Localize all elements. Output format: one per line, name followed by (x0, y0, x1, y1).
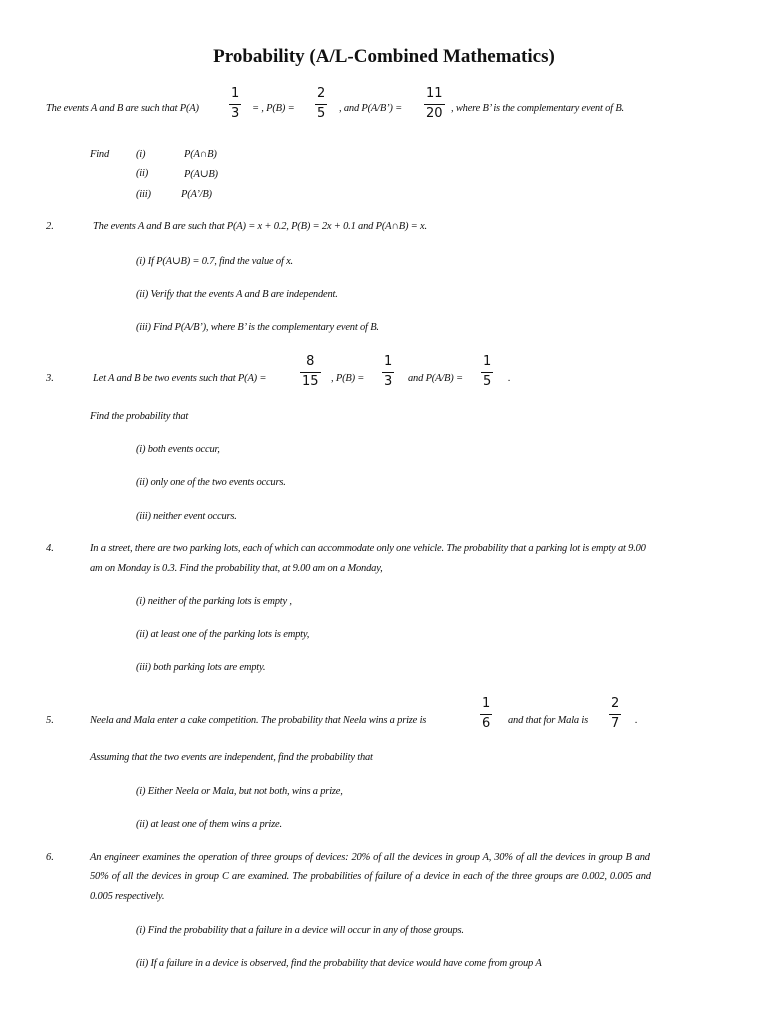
denominator: 3 (384, 374, 393, 389)
q1-item-2-number: (ii) (136, 168, 149, 179)
q5-lead: Assuming that the two events are independent, find the probability that (90, 752, 373, 763)
q4-item-2: (ii) at least one of the parking lots is empty, (136, 629, 310, 640)
q1-item-3-number: (iii) (136, 189, 151, 200)
q2-text: The events A and B are such that P(A) = x + 0.2, P(B) = 2x + 0.1 and P(A∩B) = x. (93, 221, 427, 232)
q1-item-2-text: P(A∪B) (184, 169, 218, 180)
q3-text-3: and P(A/B) = (408, 373, 463, 384)
q3-item-2: (ii) only one of the two events occurs. (136, 477, 286, 488)
q3-fraction-pB (382, 354, 394, 390)
denominator: 5 (317, 106, 326, 121)
denominator: 20 (426, 106, 443, 121)
q1-item-1-number: (i) (136, 149, 146, 160)
numerator: 1 (384, 354, 393, 369)
q5-text-3: . (635, 715, 638, 726)
numerator: 1 (231, 86, 240, 101)
q4-line-2: am on Monday is 0.3. Find the probability that, at 9.00 am on a Monday, (90, 563, 383, 574)
numerator: 2 (611, 696, 620, 711)
q1-find: Find (90, 149, 110, 160)
q3-fraction-pA (300, 354, 321, 390)
q1-text-3: , and P(A/B’) = (339, 103, 402, 114)
denominator: 15 (302, 374, 319, 389)
q1-fraction-pAB (424, 86, 445, 122)
q1-text-2: = , P(B) = (252, 103, 295, 114)
numerator: 1 (483, 354, 492, 369)
q4-item-1: (i) neither of the parking lots is empty , (136, 596, 292, 607)
q6-line-3: 0.005 respectively. (90, 891, 165, 902)
q5-fraction-neela (480, 696, 492, 732)
q1-fraction-pA (229, 86, 241, 122)
denominator: 6 (482, 716, 491, 731)
q6-number: 6. (46, 852, 54, 863)
q2-item-2: (ii) Verify that the events A and B are independent. (136, 289, 338, 300)
q3-item-3: (iii) neither event occurs. (136, 511, 237, 522)
q4-line-1: In a street, there are two parking lots, each of which can accommodate only one vehicle. The probability that a parking lot is empty at 9.00 (90, 543, 646, 554)
q6-line-2: 50% of all the devices in group C are examined. The probabilities of failure of a device in each of the three groups are 0.002, 0.005 and (90, 871, 651, 882)
numerator: 11 (426, 86, 443, 101)
q3-text-4: . (508, 373, 511, 384)
q3-text-2: , P(B) = (331, 373, 365, 384)
q3-item-1: (i) both events occur, (136, 444, 220, 455)
q2-number: 2. (46, 221, 54, 232)
q2-item-3: (iii) Find P(A/B’), where B’ is the complementary event of B. (136, 322, 379, 333)
q3-fraction-pAB (481, 354, 493, 390)
q1-fraction-pB (315, 86, 327, 122)
q5-item-2: (ii) at least one of them wins a prize. (136, 819, 282, 830)
numerator: 1 (482, 696, 491, 711)
q6-item-2: (ii) If a failure in a device is observed, find the probability that device would have come from group A (136, 958, 542, 969)
q6-item-1: (i) Find the probability that a failure in a device will occur in any of those groups. (136, 925, 464, 936)
q1-item-3-text: P(A’/B) (181, 189, 212, 200)
q1-text-4: , where B’ is the complementary event of B. (451, 103, 624, 114)
numerator: 8 (306, 354, 315, 369)
q5-text-2: and that for Mala is (508, 715, 589, 726)
q1-item-1-text: P(A∩B) (184, 149, 217, 160)
q3-number: 3. (46, 373, 54, 384)
q3-text-1: Let A and B be two events such that P(A) = (93, 373, 267, 384)
q2-item-1: (i) If P(A∪B) = 0.7, find the value of x. (136, 256, 293, 267)
numerator: 2 (317, 86, 326, 101)
q5-text-1: Neela and Mala enter a cake competition. The probability that Neela wins a prize is (90, 715, 427, 726)
q6-line-1: An engineer examines the operation of three groups of devices: 20% of all the devices in group A, 30% of all the devices in group B and (90, 852, 650, 863)
q5-fraction-mala (609, 696, 621, 732)
q3-lead: Find the probability that (90, 411, 189, 422)
q5-item-1: (i) Either Neela or Mala, but not both, wins a prize, (136, 786, 343, 797)
page-title: Probability (A/L-Combined Mathematics) (213, 46, 555, 67)
denominator: 3 (231, 106, 240, 121)
denominator: 5 (483, 374, 492, 389)
denominator: 7 (611, 716, 620, 731)
q4-number: 4. (46, 543, 54, 554)
q5-number: 5. (46, 715, 54, 726)
q1-text-1: The events A and B are such that P(A) (46, 103, 199, 114)
q4-item-3: (iii) both parking lots are empty. (136, 662, 266, 673)
